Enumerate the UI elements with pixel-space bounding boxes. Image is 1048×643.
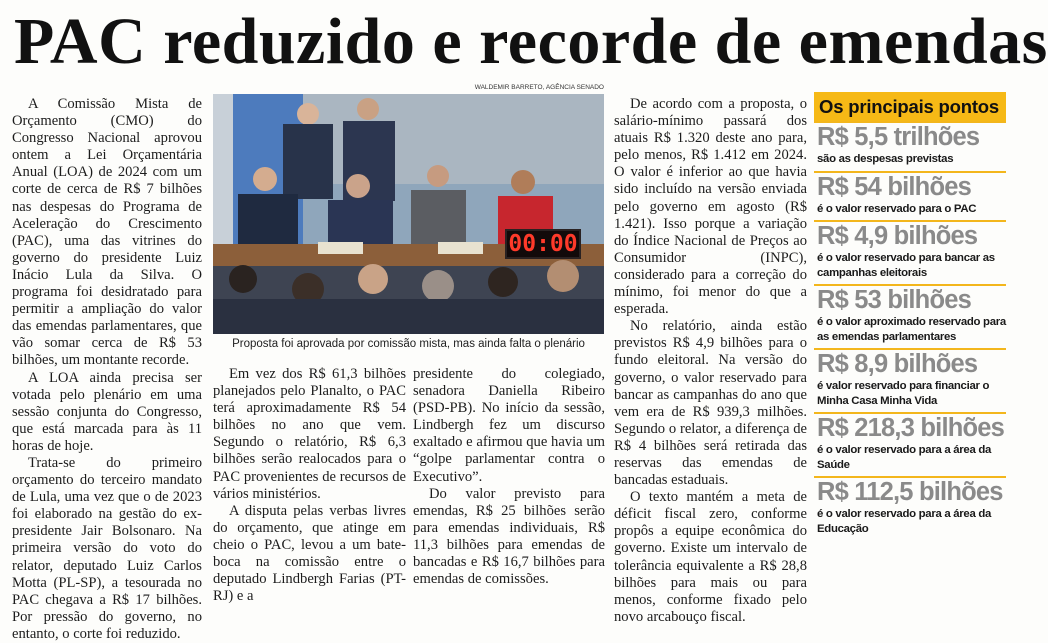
key-points-sidebar [814,92,1006,540]
key-point [814,476,1006,540]
key-point-value: R$ 4,9 bilhões [817,222,978,250]
key-point-value: R$ 112,5 bilhões [817,478,1003,506]
key-point [814,284,1006,348]
key-point-description: é o valor aproximado reservado para as emendas parlamentares [817,316,1006,343]
paragraph: A Comissão Mista de Orçamento (CMO) do Congresso Nacional aprovou ontem a Lei Orçamentária Anual (LOA) de 2024 com um corte de cerca de R$ 7 bilhões nas despesas do Programa de Aceleração do Crescimento (PAC), uma das vitrines do governo do presidente Luiz Inácio Lula da Silva. O programa foi desidratado para permitir a ampliação do valor das emendas parlamentares, que vão somar cerca de R$ 53 bilhões, um montante recorde. [12,96,202,369]
paragraph: No relatório, ainda estão previstos R$ 4,9 bilhões para o fundo eleitoral. Na versão do governo, o valor reservado para bancar as campanhas do ano que vem era de R$ 939,3 milhões. Segundo o relator, a diferença de R$ 4 bilhões será retirada das reservas das emendas de bancadas estaduais. [614,318,807,489]
key-point-value: R$ 218,3 bilhões [817,414,1005,442]
key-point-description: é valor reservado para financiar o Minha Casa Minha Vida [817,380,990,407]
article-column-1 [12,96,202,643]
paragraph: O texto mantém a meta de déficit fiscal zero, conforme propôs a equipe econômica do governo. Existe um intervalo de tolerância equivalente a R$ 28,8 bilhões para mais ou para menos, conforme fixado pelo novo arcabouço fiscal. [614,489,807,625]
key-point-value: R$ 8,9 bilhões [817,350,978,378]
headline: PAC reduzido e recorde de emendas [14,5,1048,78]
paragraph: Do valor previsto para emendas, R$ 25 bilhões serão para emendas individuais, R$ 11,3 bilhões para emendas de bancadas e R$ 16,7 bilhões para emendas de comissões. [413,485,605,588]
article-column-3 [413,366,605,588]
article-column-4 [614,96,807,626]
paragraph: presidente do colegiado, senadora Daniella Ribeiro (PSD-PB). No início da sessão, Lindbergh fez um discurso exaltado e afirmou que havia um “golpe parlamentar contra o Executivo”. [413,366,605,485]
paragraph: Trata-se do primeiro orçamento do terceiro mandato de Lula, uma vez que o de 2023 foi elaborado na gestão do ex-presidente Jair Bolsonaro. Na primeira versão do voto do relator, deputado Luiz Carlos Motta (PL-SP), a tesourada no PAC chegava a R$ 17 bilhões. Por pressão do governo, no entanto, o corte foi reduzido. [12,454,202,642]
key-point [814,412,1006,476]
article-column-2 [213,366,406,605]
paragraph: De acordo com a proposta, o salário-mínimo passará dos atuais R$ 1.320 deste ano para, pelo menos, R$ 1.412 em 2024. O valor é inferior ao que havia sido incluído na versão enviada pelo governo em agosto (R$ 1.421). Isso porque a variação do Índice Nacional de Preços ao Consumidor (INPC), considerado para a correção do mínimo, foi menor do que a esperada. [614,96,807,318]
key-point-value: R$ 5,5 trilhões [817,123,980,151]
key-point-value: R$ 53 bilhões [817,286,971,314]
photo-caption: Proposta foi aprovada por comissão mista, mas ainda falta o plenário [232,338,585,350]
photo-illustration [213,94,604,334]
news-photo [213,94,604,334]
key-point-description: é o valor reservado para a área da Educação [817,508,992,535]
key-point [814,121,1006,171]
key-point-description: é o valor reservado para bancar as campanhas eleitorais [817,252,995,279]
paragraph: A LOA ainda precisa ser votada pelo plenário em uma sessão conjunta do Congresso, que está marcada para às 11 horas de hoje. [12,369,202,454]
key-point-description: é o valor reservado para a área da Saúde [817,444,992,471]
key-point-description: é o valor reservado para o PAC [817,202,977,215]
sidebar-title: Os principais pontos [814,92,1006,121]
key-point [814,171,1006,221]
paragraph: A disputa pelas verbas livres do orçamento, que atinge em cheio o PAC, levou a um bate-boca na comissão entre o deputado Lindbergh Farias (PT-RJ) e a [213,502,406,605]
photo-credit: WALDEMIR BARRETO, AGÊNCIA SENADO [474,84,604,91]
key-point [814,348,1006,412]
key-point-value: R$ 54 bilhões [817,172,971,201]
key-point [814,220,1006,284]
key-point-description: são as despesas previstas [817,153,954,165]
paragraph: Em vez dos R$ 61,3 bilhões planejados pelo Planalto, o PAC terá aproximadamente R$ 54 bilhões no ano que vem. Segundo o relatório, R$ 6,3 bilhões serão realocados para o PAC provenientes de recursos de vários ministérios. [213,366,406,502]
session-timer: 00:00 [505,229,581,259]
